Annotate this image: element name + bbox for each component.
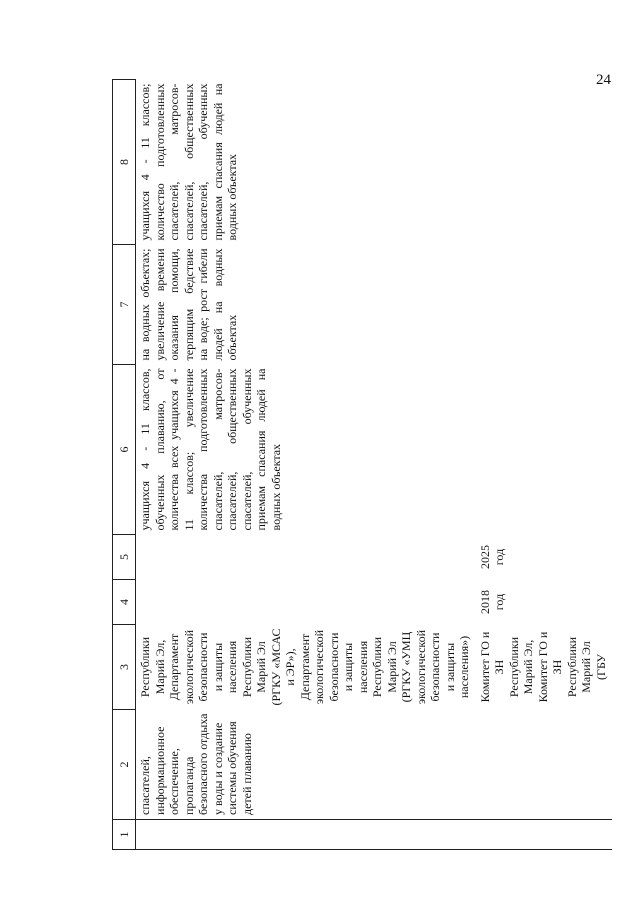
program-table	[112, 79, 612, 850]
cell-col-5	[136, 535, 476, 580]
header-col-4: 4	[113, 580, 136, 625]
header-row	[113, 80, 136, 850]
cell-col-4: 2018 год	[477, 590, 506, 614]
header-col-1: 1	[113, 820, 136, 850]
cell-col-8: учащихся 4 - 11 классов; количество подготовленных спасателей, матросов-спасателей, общественных спасателей, обученных приемам спасания людей на водных объектах	[138, 83, 239, 241]
header-col-7: 7	[113, 245, 136, 365]
cell-col-1	[136, 820, 476, 850]
header-col-8: 8	[113, 80, 136, 245]
header-col-2: 2	[113, 710, 136, 820]
cell-col-5: 2025 год	[477, 545, 506, 569]
table-row	[136, 80, 476, 850]
cell-col-7: на водных объектах; увеличение времени оказания помощи, терпящим бедствие на воде; рост гибели людей на водных объектах	[138, 248, 239, 361]
cell-col-2	[476, 710, 613, 820]
table-row	[476, 80, 613, 850]
cell-col-7	[476, 245, 613, 365]
cell-col-6: учащихся 4 - 11 классов, обученных плаванию, от количества всех учащихся 4 - 11 классов; увеличение количества подготовленных спасателей, матросов-спасателей, общественных спасателей, обученных приемам спасания людей на водных объектах	[138, 368, 283, 531]
header-col-5: 5	[113, 535, 136, 580]
header-col-3: 3	[113, 625, 136, 710]
page-number: 24	[596, 72, 611, 88]
cell-col-3: Комитет ГО и ЗН Республики Марий Эл, Комитет ГО и ЗН Республики Марий Эл (ГБУ	[477, 631, 608, 703]
cell-col-8	[476, 80, 613, 245]
cell-col-3: Республики Марий Эл, Департамент экологической безопасности и защиты населения Республики Марий Эл (РГКУ «МСАС и ЭР»), Департамент экологической безопасности и защиты населения Республики Марий Эл (РГКУ «УМЦ экологической безопасности и защиты населения»)	[138, 628, 471, 706]
rotated-table-page	[112, 80, 608, 850]
header-col-6: 6	[113, 365, 136, 535]
cell-col-1	[476, 820, 613, 850]
cell-col-6	[476, 365, 613, 535]
cell-col-2: спасателей, информационное обеспечение, пропаганда безопасного отдыха у воды и создание системы обучения детей плаванию	[138, 713, 254, 815]
cell-col-4	[136, 580, 476, 625]
